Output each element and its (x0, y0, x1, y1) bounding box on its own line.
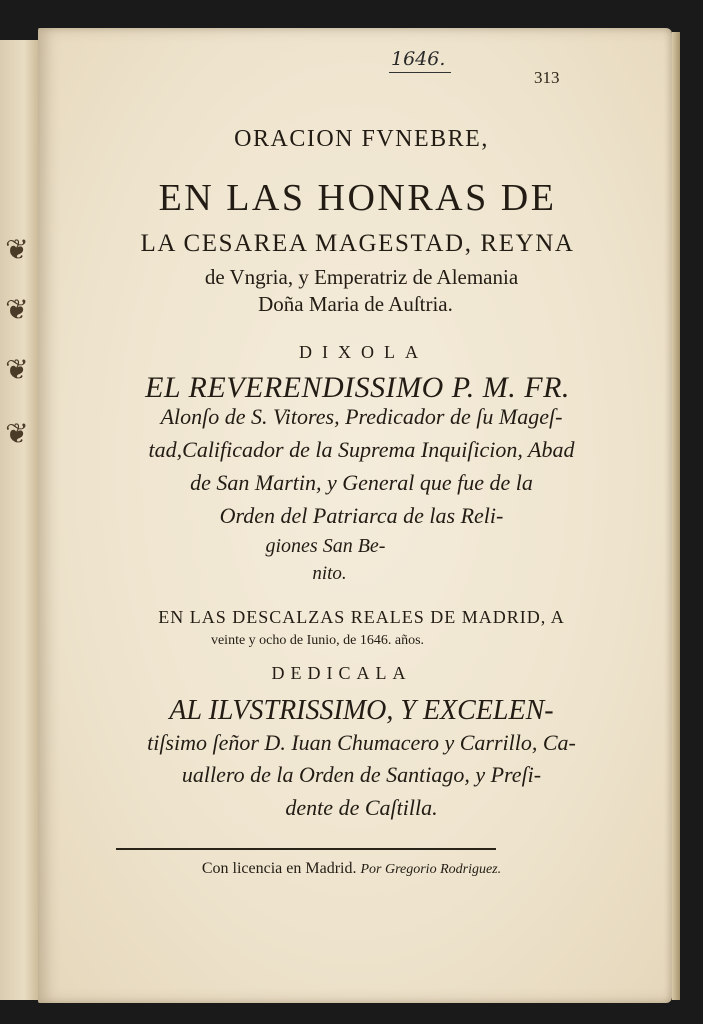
printer-text: Por Gregorio Rodriguez. (360, 862, 502, 877)
dedicatee-line-4: dente de Caſtilla. (285, 795, 438, 820)
dixola-heading: DIXOLA (299, 342, 428, 362)
author-line-4: de San Martin, y General que fue de la (190, 470, 533, 495)
title-line-5: Doña Maria de Auſtria. (258, 292, 453, 316)
venue-line-1: EN LAS DESCALZAS REALES DE MADRID, A (158, 607, 565, 627)
floral-ornament-icon: ❦ (5, 233, 29, 266)
author-line-3: tad,Calificador de la Suprema Inquiſicion, Abad (148, 437, 575, 462)
dedicala-heading: DEDICALA (271, 663, 412, 683)
author-line-5: Orden del Patriarca de las Reli- (219, 503, 504, 528)
title-line-3: LA CESAREA MAGESTAD, REYNA (140, 230, 575, 257)
dedicatee-line-3: uallero de la Orden de Santiago, y Preſi- (181, 762, 542, 787)
floral-ornament-icon: ❦ (5, 353, 29, 386)
imprint-line (0, 860, 703, 878)
author-line-6: giones San Be- (265, 535, 386, 557)
dedicatee-title: AL ILVSTRISSIMO, Y EXCELEN- (169, 695, 554, 726)
dedicatee-line-2: tiſsimo ſeñor D. Iuan Chumacero y Carrillo, Ca- (147, 730, 576, 755)
title-line-1: ORACION FVNEBRE, (234, 126, 489, 152)
floral-ornament-icon: ❦ (5, 417, 29, 450)
handwritten-year: 1646. (389, 48, 451, 73)
venue-line-2: veinte y ocho de Iunio, de 1646. años. (210, 633, 425, 648)
page-number: 313 (534, 68, 560, 87)
title-line-2: EN LAS HONRAS DE (158, 177, 557, 219)
author-line-2: Alonſo de S. Vitores, Predicador de ſu Mageſ- (160, 404, 563, 429)
title-line-4: de Vngria, y Emperatriz de Alemania (204, 265, 519, 289)
floral-ornament-icon: ❦ (5, 293, 29, 326)
author-title: EL REVERENDISSIMO P. M. FR. (145, 371, 570, 404)
divider-rule (116, 848, 496, 850)
license-text: Con licencia en Madrid. (201, 860, 357, 877)
author-line-7: nito. (312, 563, 347, 584)
